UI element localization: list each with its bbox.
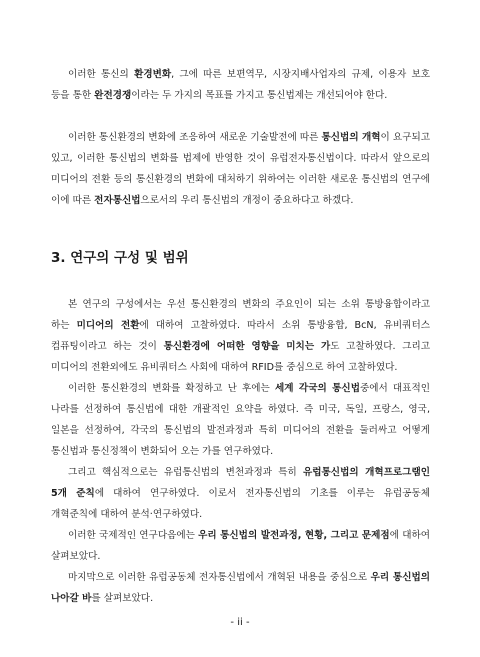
bold-phrase: 완전경쟁	[94, 90, 132, 101]
text-run: 를 살펴보았다.	[91, 593, 154, 604]
paragraph-media-transition	[51, 294, 430, 378]
bold-phrase: 환경변화	[134, 69, 172, 80]
page-number: - ii -	[230, 617, 250, 628]
section-heading: 3. 연구의 구성 및 범위	[51, 250, 189, 266]
paragraph-foreign-laws	[51, 378, 430, 462]
bold-phrase: 전자통신법	[94, 195, 141, 206]
text-run: 본 연구의 구성에서는 우선 통신환경의 변화의 주요인이 되는 소위 통방융합이라고 하는	[51, 299, 430, 331]
bold-phrase: 통신환경에 어떠한 영향을 미치는 가	[163, 341, 331, 352]
bold-phrase: 통신법의 개혁	[321, 132, 381, 143]
text-run: 이러한 통신환경의 변화를 확정하고 난 후에는	[68, 383, 275, 394]
paragraph-future-direction	[51, 567, 430, 609]
text-run: 마지막으로 이러한 유럽공동체 전자통신법에서 개혁된 내용을 중심으로	[68, 572, 371, 583]
text-run: 으로서의 우리 통신법의 개정이 중요하다고 하겠다.	[140, 195, 354, 206]
text-run: 그리고 핵심적으로는 유럽통신법의 변천과정과 특히	[68, 467, 303, 478]
text-run: 이라는 두 가지의 목표를 가지고 통신법제는 개선되어야 한다.	[131, 90, 388, 101]
paragraph-korean-law	[51, 525, 430, 567]
text-run: 에 대하여 고찰하였다. 따라서 소위 통방융합, BcN, 유비쿼터스 컴퓨팅이라고 하는 것이	[51, 320, 430, 352]
bold-phrase: 미디어의 전환	[76, 320, 140, 331]
paragraph-environment-change	[51, 64, 430, 106]
text-run: , 그에 따른 보편역무, 시장지배사업자의 규제, 이용자 보호 등을 통한	[51, 69, 430, 101]
text-run: 중에서 대표적인 나라를 선정하여 통신법에 대한 개괄적인 요약을 하였다. 즉 미국, 독일, 프랑스, 영국, 일본을 선정하여, 각국의 통신법의 발전과정과 특히 미디어의 전환을 둘러싸고 어떻게 통신법과 통신정책이 변화되어 오는 가를 연구하였다.	[51, 383, 431, 457]
text-run: 도 고찰하였다. 그리고 미디어의 전환외에도 유비쿼터스 사회에 대하여 RFID를 중심으로 하여 고찰하였다.	[51, 341, 431, 373]
bold-phrase: 유럽통신법의 개혁프로그램인 5개 준칙	[51, 467, 430, 499]
paragraph-eu-directives	[51, 462, 430, 525]
text-run: 이러한 국제적인 연구다음에는	[68, 530, 199, 541]
text-run: 이 요구되고 있고, 이러한 통신법의 변화를 법제에 반영한 것이 유럽전자통신법이다. 따라서 앞으로의 미디어의 전환 등의 통신환경의 변화에 대처하기 위하여는 이러한 새로운 통신법의 연구에 이에 따른	[51, 132, 430, 206]
text-run: 이러한 통신의	[68, 69, 135, 80]
bold-phrase: 세계 각국의 통신법	[274, 383, 360, 394]
paragraph-law-reform	[51, 127, 430, 211]
text-run: 에 대하여 살펴보았다.	[51, 530, 430, 562]
text-run: 이러한 통신환경의 변화에 조응하여 새로운 기술발전에 따른	[68, 132, 322, 143]
bold-phrase: 우리 통신법의 나아갈 바	[51, 572, 430, 604]
bold-phrase: 우리 통신법의 발전과정, 현황, 그리고 문제점	[198, 530, 390, 541]
text-run: 에 대하여 연구하였다. 이로서 전자통신법의 기초를 이루는 유럽공동체 개혁준칙에 대하여 분석·연구하였다.	[51, 488, 430, 520]
